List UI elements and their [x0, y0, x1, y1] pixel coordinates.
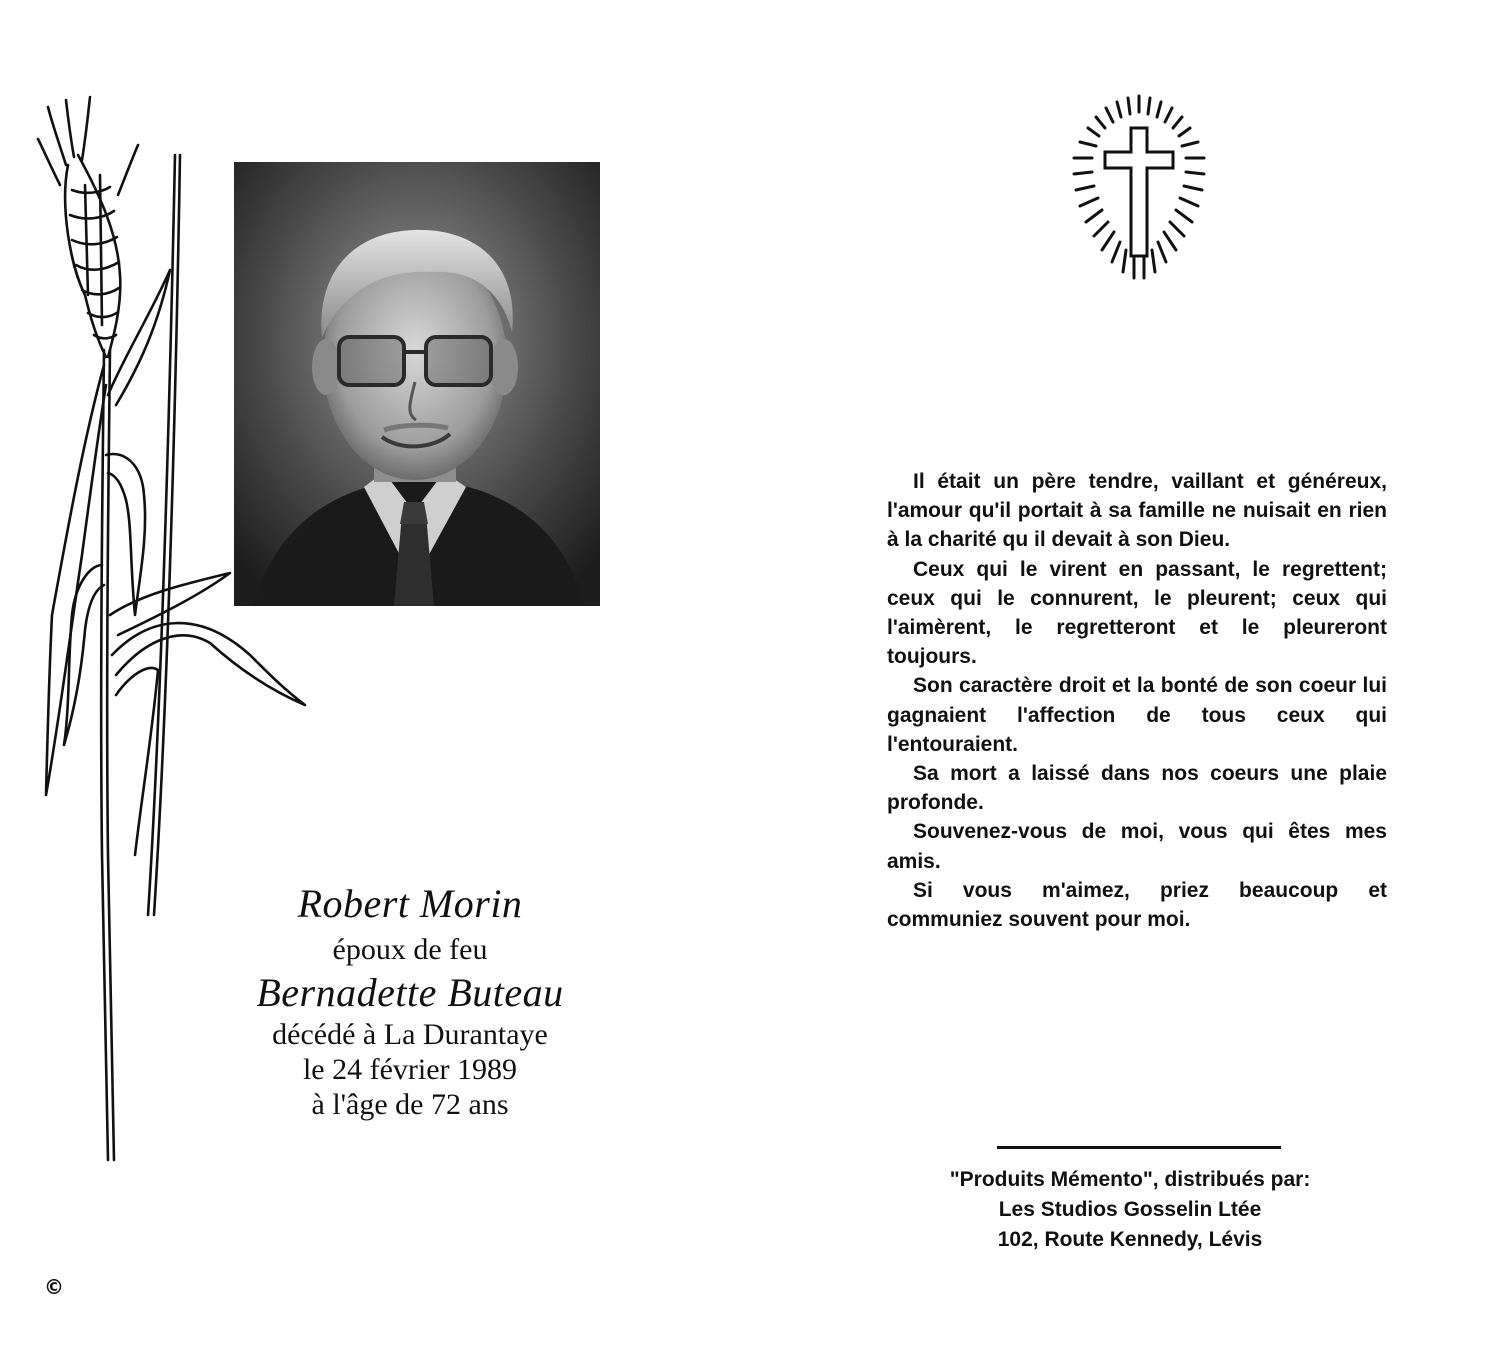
publisher-line-3: 102, Route Kennedy, Lévis [997, 1228, 1263, 1251]
tribute-paragraph: Son caractère droit et la bonté de son coeur lui gagnaient l'affection de tous ceux qui l'entouraient. [887, 674, 1387, 756]
death-place: décédé à La Durantaye [272, 1018, 548, 1051]
spouse-name: Bernadette Buteau [256, 970, 564, 1015]
copyright-mark: © [44, 1275, 64, 1299]
tribute-text [887, 467, 1387, 934]
relation-text: époux de feu [332, 933, 488, 966]
deceased-name: Robert Morin [297, 881, 523, 926]
radiant-cross-icon [1068, 90, 1210, 290]
tribute-paragraph: Souvenez-vous de moi, vous qui êtes mes amis. [887, 820, 1387, 873]
tribute-paragraph: Il était un père tendre, vaillant et généreux, l'amour qu'il portait à sa famille ne nuisait en rien à la charité qu il devait à son Dieu. [887, 470, 1387, 552]
tribute-paragraph: Ceux qui le virent en passant, le regrettent; ceux qui le connurent, le pleurent; ceux qui l'aimèrent, le regretteront et le pleureront toujours. [887, 557, 1387, 669]
memorial-caption [190, 880, 630, 1122]
divider-line [997, 1146, 1281, 1149]
publisher-info [880, 1165, 1380, 1255]
tribute-paragraph: Si vous m'aimez, priez beaucoup et communiez souvent pour moi. [887, 878, 1387, 932]
age-at-death: à l'âge de 72 ans [311, 1088, 509, 1121]
death-date: le 24 février 1989 [302, 1053, 518, 1086]
publisher-line-1: "Produits Mémento", distribués par: [949, 1168, 1311, 1191]
tribute-paragraph: Sa mort a laissé dans nos coeurs une plaie profonde. [887, 762, 1387, 815]
portrait-photo [234, 162, 600, 606]
right-panel [750, 0, 1500, 1355]
publisher-line-2: Les Studios Gosselin Ltée [998, 1198, 1262, 1221]
